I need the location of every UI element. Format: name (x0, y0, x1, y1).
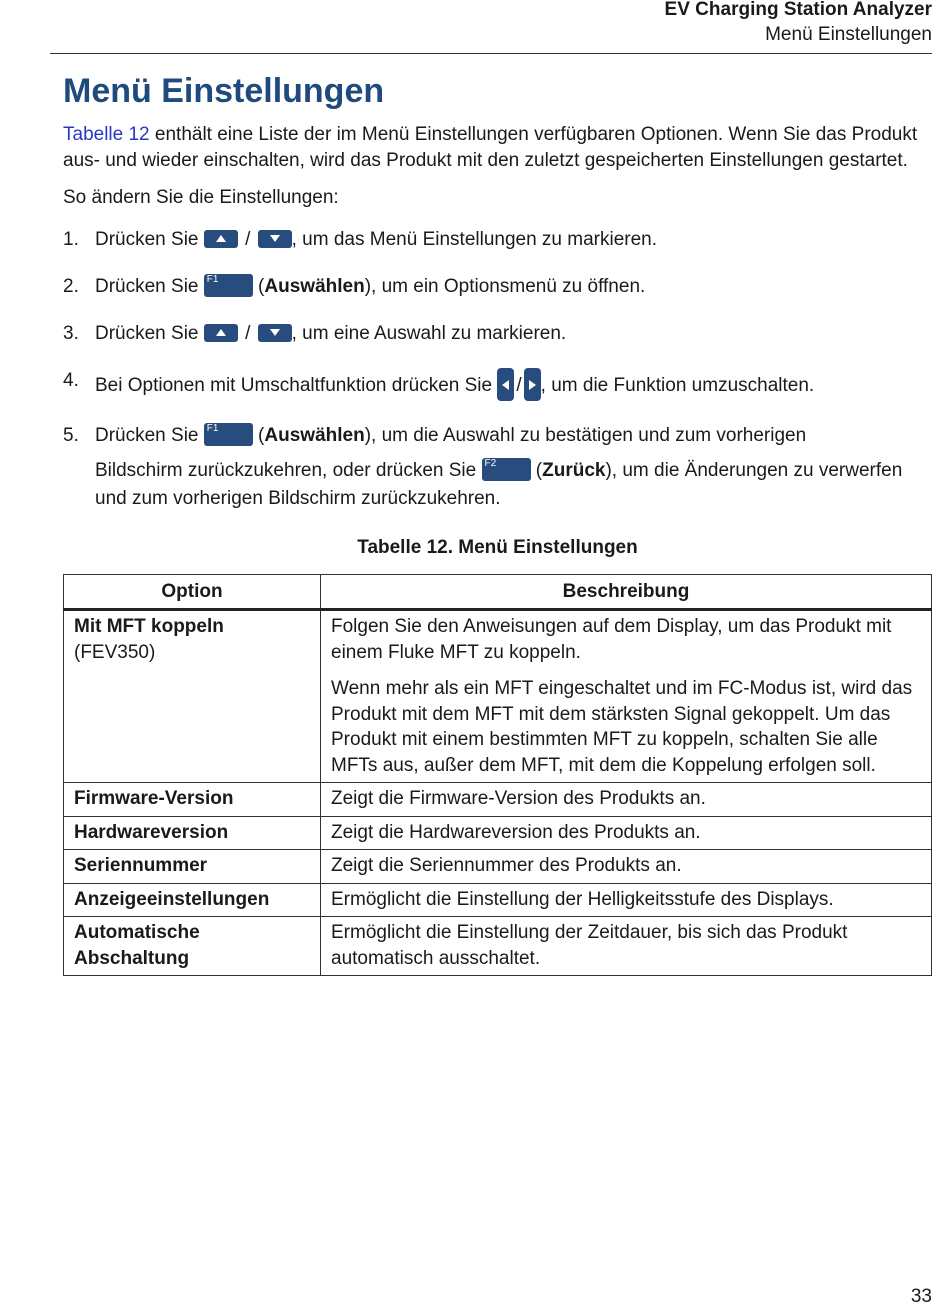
up-arrow-key-icon (204, 230, 238, 248)
step-text: , um eine Auswahl zu markieren. (291, 322, 567, 344)
separator: / (245, 322, 251, 344)
description-cell (321, 883, 932, 917)
step-number: 3. (63, 322, 79, 344)
table-row (64, 816, 932, 850)
step-text: ), um ein Optionsmenü zu öffnen. (364, 275, 646, 297)
separator: / (245, 228, 251, 250)
page-number: 33 (910, 1286, 932, 1307)
option-cell (64, 883, 321, 917)
description-text: Ermöglicht die Einstellung der Zeitdauer, bis sich das Produkt automatisch ausschaltet. (331, 922, 848, 969)
step-number: 2. (63, 275, 79, 297)
step-text: Drücken Sie (95, 322, 199, 344)
option-cell (64, 917, 321, 976)
step-text: ), um die Auswahl zu bestätigen und zum vorherigen (364, 424, 807, 446)
option-name: Automatische Abschaltung (74, 922, 200, 969)
description-text: Zeigt die Firmware-Version des Produkts an. (331, 788, 706, 809)
table-caption: Tabelle 12. Menü Einstellungen (357, 536, 638, 558)
description-text: Folgen Sie den Anweisungen auf dem Display, um das Produkt mit einem Fluke MFT zu koppeln. (331, 616, 892, 663)
option-name: Mit MFT koppeln (74, 616, 224, 637)
intro-text: enthält eine Liste der im Menü Einstellungen verfügbaren Optionen. Wenn Sie das Produkt aus- und wieder einschalten, wird das Produkt mit den zuletzt gespeicherten Einstellungen gestartet. (63, 124, 918, 171)
step-continuation: Bildschirm zurückzukehren, oder drücken Sie F2 (Zurück), um die Änderungen zu verwerfen und zum vorherigen Bildschirm zurückzukehren. (95, 457, 903, 509)
page-header (665, 0, 932, 48)
table-header-row (64, 574, 932, 610)
table-row (64, 610, 932, 783)
step-bold-term: Auswählen (264, 275, 365, 297)
column-header-option: Option (64, 574, 321, 610)
howto-text: So ändern Sie die Einstellungen: (63, 187, 339, 208)
table-row (64, 783, 932, 817)
option-note: (FEV350) (74, 641, 156, 663)
f1-key-icon: F1 (204, 423, 253, 446)
up-arrow-key-icon (204, 324, 238, 342)
option-name: Firmware-Version (74, 788, 234, 809)
step-number: 1. (63, 228, 79, 250)
table-row (64, 883, 932, 917)
f2-key-icon: F2 (482, 458, 531, 481)
intro-paragraph (63, 122, 932, 173)
step-text: , um das Menü Einstellungen zu markieren. (291, 228, 658, 250)
option-name: Anzeigeeinstellungen (74, 888, 270, 910)
header-divider (50, 53, 932, 54)
description-cell (321, 610, 932, 783)
option-name: Seriennummer (74, 855, 208, 876)
option-cell (64, 816, 321, 850)
step-text: Drücken Sie (95, 275, 199, 297)
step-3 (63, 321, 932, 346)
option-cell (64, 610, 321, 783)
page-content (63, 70, 932, 976)
step-text: Drücken Sie (95, 424, 199, 446)
step-1 (63, 227, 932, 252)
step-text: Drücken Sie (95, 228, 199, 250)
step-text: ), um die Änderungen zu verwerfen und zum vorherigen Bildschirm zurückzukehren. (95, 459, 903, 509)
description-cell (321, 917, 932, 976)
description-cell (321, 816, 932, 850)
settings-table (63, 574, 932, 977)
step-number: 4. (63, 369, 79, 391)
right-arrow-key-icon (524, 368, 541, 401)
description-cell (321, 850, 932, 884)
description-text: Zeigt die Hardwareversion des Produkts an. (331, 821, 701, 843)
step-text: Bildschirm zurückzukehren, oder drücken Sie (95, 459, 477, 481)
step-bold-term: Zurück (542, 459, 606, 481)
steps-list (63, 227, 932, 513)
table-row (64, 850, 932, 884)
step-number: 5. (63, 424, 79, 446)
description-cell (321, 783, 932, 817)
step-text: Bei Optionen mit Umschaltfunktion drücken Sie (95, 374, 493, 396)
header-section-name: Menü Einstellungen (765, 24, 932, 45)
header-product-name: EV Charging Station Analyzer (664, 0, 932, 20)
f1-key-icon: F1 (204, 274, 253, 297)
option-cell (64, 850, 321, 884)
page-title: Menü Einstellungen (63, 72, 385, 110)
step-text: , um die Funktion umzuschalten. (540, 374, 815, 396)
down-arrow-key-icon (258, 324, 292, 342)
option-name: Hardwareversion (74, 821, 229, 843)
separator: / (516, 374, 522, 396)
table-row (64, 917, 932, 976)
option-cell (64, 783, 321, 817)
description-text: Zeigt die Seriennummer des Produkts an. (331, 855, 682, 876)
left-arrow-key-icon (497, 368, 514, 401)
column-header-description: Beschreibung (321, 574, 932, 610)
down-arrow-key-icon (258, 230, 292, 248)
step-4 (63, 368, 932, 401)
step-2: 2. Drücken Sie F1 (Auswählen), um ein Optionsmenü zu öffnen. (63, 273, 646, 297)
step-bold-term: Auswählen (264, 424, 365, 446)
description-text: Ermöglicht die Einstellung der Helligkeitsstufe des Displays. (331, 888, 834, 910)
description-text: Wenn mehr als ein MFT eingeschaltet und im FC-Modus ist, wird das Produkt mit dem MFT mit dem stärksten Signal gekoppelt. Um das Produkt mit einem bestimmten MFT zu koppeln, schalten Sie alle MFTs aus, außer dem MFT, mit dem die Koppelung erfolgen soll. (331, 678, 913, 776)
table-reference-link[interactable]: Tabelle 12 (63, 124, 150, 145)
step-5: 5. Drücken Sie F1 (Auswählen), um die Auswahl zu bestätigen und zum vorherigen Bildschirm zurückzukehren, oder drücken Sie F2 (Zurück), um die Änderungen zu verwerfen und zum vorherigen Bildschirm zurückzukehren. (63, 423, 932, 513)
